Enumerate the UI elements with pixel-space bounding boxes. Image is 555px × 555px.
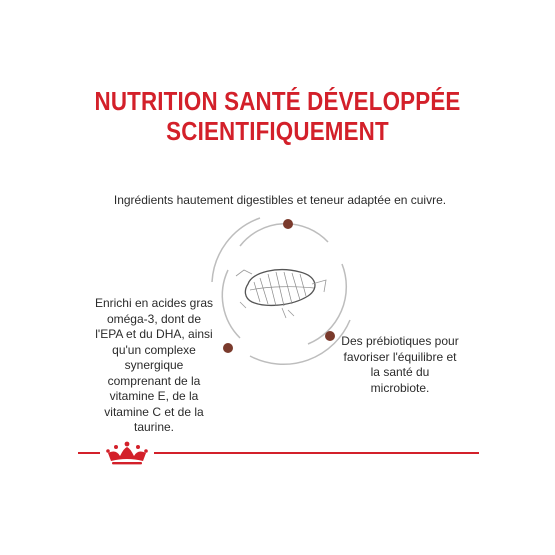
- dot-top: [283, 219, 293, 229]
- benefit-diagram: [200, 210, 360, 370]
- liver-sketch-icon: [230, 250, 330, 330]
- caption-digestibility: Ingrédients hautement digestibles et teneur adaptée en cuivre.: [113, 193, 447, 207]
- headline-line-2: SCIENTIFIQUEMENT: [166, 116, 389, 146]
- crown-logo-icon: [104, 440, 150, 466]
- caption-prebiotics: Des prébiotiques pour favoriser l'équilibre et la santé du microbiote.: [341, 334, 459, 395]
- page-headline: [39, 86, 516, 146]
- dot-left: [223, 343, 233, 353]
- dot-right: [325, 331, 335, 341]
- footer-rule-right: [154, 452, 479, 454]
- footer-rule-left: [78, 452, 100, 454]
- caption-omega3: Enrichi en acides gras oméga-3, dont de l'EPA et du DHA, ainsi qu'un complexe synergique comprenant de la vitamine E, de la vitamine C et de la taurine.: [94, 296, 214, 434]
- headline-line-1: NUTRITION SANTÉ DÉVELOPPÉE: [94, 86, 461, 116]
